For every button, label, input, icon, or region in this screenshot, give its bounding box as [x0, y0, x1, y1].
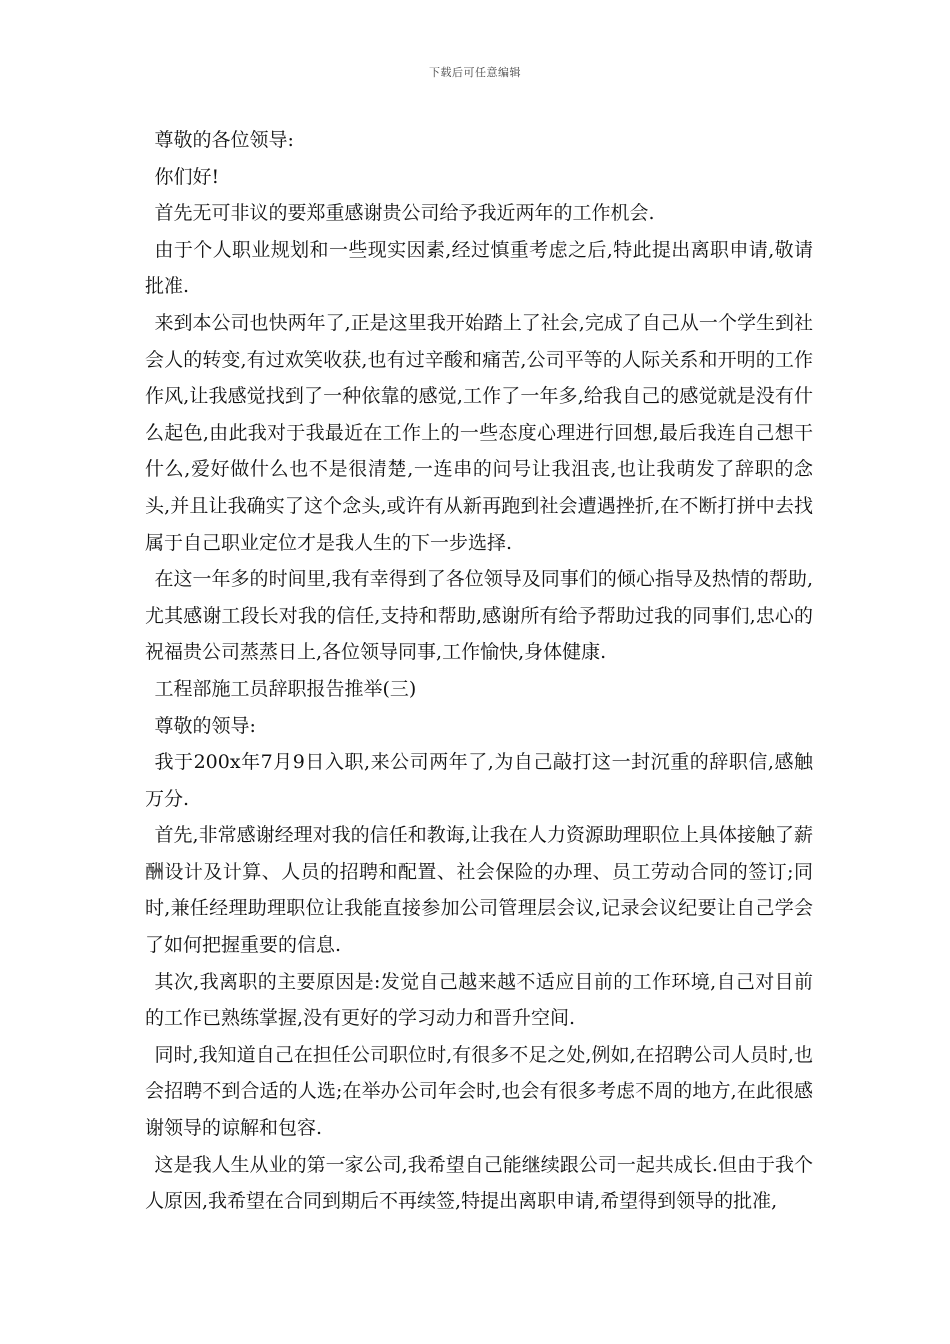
paragraph: 由于个人职业规划和一些现实因素,经过慎重考虑之后,特此提出离职申请,敬请批准. [145, 238, 813, 298]
document-body [145, 122, 813, 1220]
page-header: 下载后可任意编辑 [429, 66, 521, 79]
greeting: 你们好! [154, 165, 220, 188]
paragraph: 来到本公司也快两年了,正是这里我开始踏上了社会,完成了自己从一个学生到社会人的转变,有过欢笑收获,也有过辛酸和痛苦,公司平等的人际关系和开明的工作作风,让我感觉找到了一种依靠的感觉,工作了一年多,给我自己的感觉就是没有什么起色,由此我对于我最近在工作上的一些态度心理进行回想,最后我连自己想干什么,爱好做什么也不是很清楚,一连串的问号让我沮丧,也让我萌发了辞职的念头,并且让我确实了这个念头,或许有从新再跑到社会遭遇挫折,在不断打拼中去找属于自己职业定位才是我人生的下一步选择. [145, 311, 813, 554]
paragraph: 这是我人生从业的第一家公司,我希望自己能继续跟公司一起共成长.但由于我个人原因,我希望在合同到期后不再续签,特提出离职申请,希望得到领导的批准, [145, 1153, 813, 1213]
paragraph: 首先无可非议的要郑重感谢贵公司给予我近两年的工作机会. [154, 202, 655, 225]
paragraph: 其次,我离职的主要原因是:发觉自己越来越不适应目前的工作环境,自己对目前的工作已熟练掌握,没有更好的学习动力和晋升空间. [145, 970, 813, 1030]
salutation: 尊敬的领导: [154, 714, 256, 737]
paragraph: 在这一年多的时间里,我有幸得到了各位领导及同事们的倾心指导及热情的帮助,尤其感谢工段长对我的信任,支持和帮助,感谢所有给予帮助过我的同事们,忠心的祝福贵公司蒸蒸日上,各位领导同事,工作愉快,身体健康. [145, 568, 813, 664]
paragraph: 首先,非常感谢经理对我的信任和教诲,让我在人力资源助理职位上具体接触了薪酬设计及计算、人员的招聘和配置、社会保险的办理、员工劳动合同的签订;同时,兼任经理助理职位让我能直接参加公司管理层会议,记录会议纪要让自己学会了如何把握重要的信息. [145, 824, 813, 957]
salutation: 尊敬的各位领导: [154, 129, 294, 151]
paragraph: 同时,我知道自己在担任公司职位时,有很多不足之处,例如,在招聘公司人员时,也会招聘不到合适的人选;在举办公司年会时,也会有很多考虑不周的地方,在此很感谢领导的谅解和包容. [145, 1043, 813, 1140]
section-title: 工程部施工员辞职报告推举(三) [154, 677, 417, 700]
paragraph: 我于200x年7月9日入职,来公司两年了,为自己敲打这一封沉重的辞职信,感触万分. [145, 751, 813, 810]
